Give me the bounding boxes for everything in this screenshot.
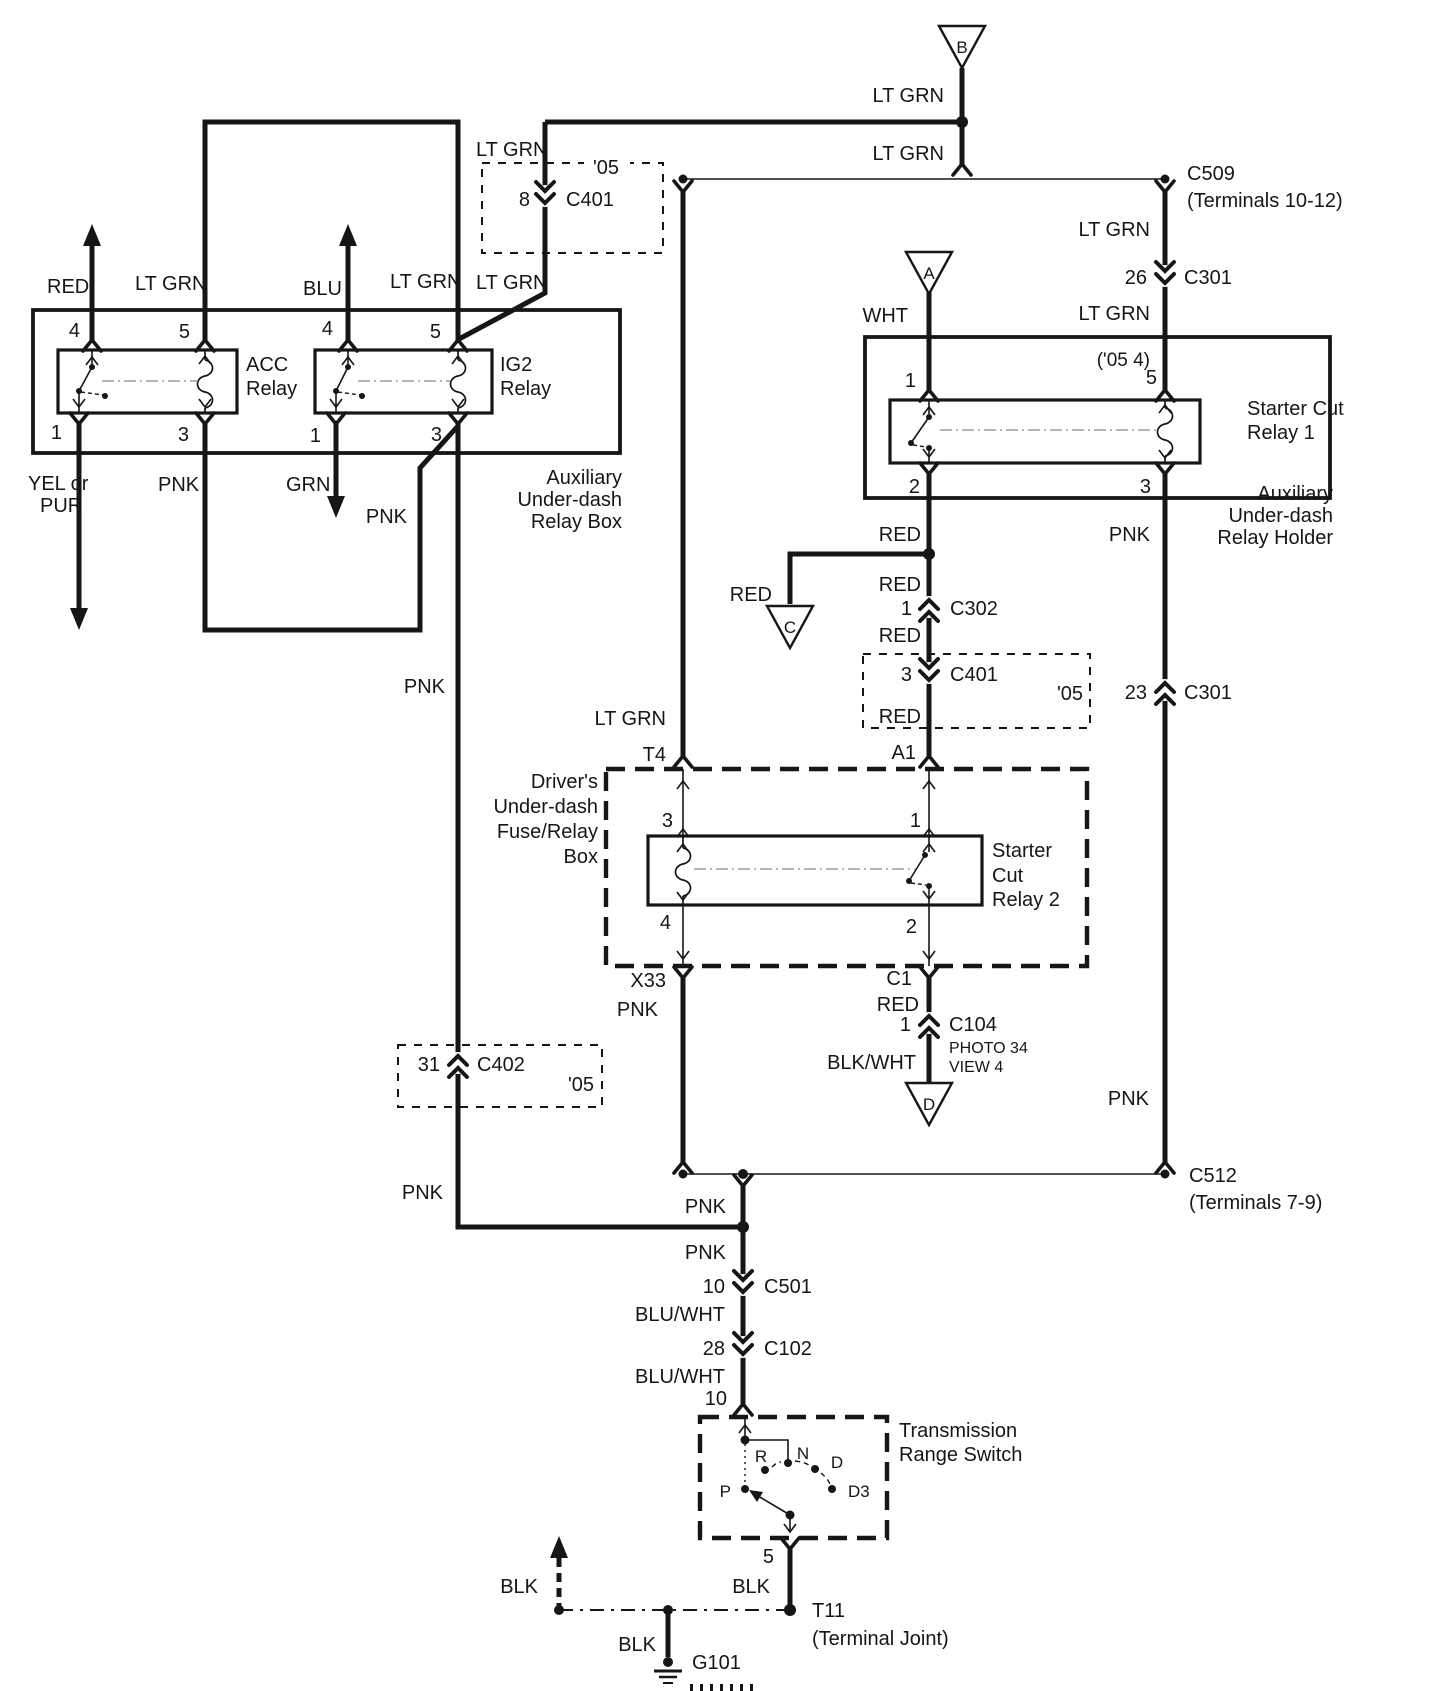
ref-letter-a: A [923,264,935,283]
wire-label-ltgrn-c509: LT GRN [1078,219,1150,241]
wire-label-red-c1: RED [876,994,919,1016]
connector-symbol-c402-31 [447,1052,469,1077]
cut-off-text-fragment [690,1684,753,1691]
relay2-coil [676,836,691,905]
relay1-label-1: Starter Cut [1247,398,1344,420]
selector-arm-arrowhead [749,1490,763,1502]
right-pnk-column [1108,474,1232,1173]
trs-outline [700,1417,887,1538]
ground-symbol-g101 [654,1657,682,1683]
arrow-grn [327,496,345,518]
connector-label-c501: C501 [764,1276,812,1298]
wire-label-wht: WHT [862,305,908,327]
wire-label-blkwht: BLK/WHT [827,1052,916,1074]
drivers-box-label-3: Fuse/Relay [496,821,598,843]
connector-symbol-c301-23 [1154,679,1176,704]
drivers-box-label-1: Driver's [530,771,598,793]
wire-label-ltgrn-acc: LT GRN [135,273,207,295]
wire-label-pnk-c501: PNK [684,1242,726,1264]
wire-label-ltgrn-c401-above: LT GRN [476,139,548,161]
pin-label-23: 23 [1124,682,1147,704]
connector-symbol-c401-8 [534,182,556,207]
wire-label-pnk-x33: PNK [616,999,658,1021]
acc-relay-coil [198,350,213,413]
starter-cut-relay1-outline [890,400,1200,463]
wire-label-red-acc: RED [47,276,90,298]
year-label-05-4: ('05 4) [1096,350,1150,371]
relay1-switch [908,400,935,463]
wire-label-pnk-relay1: PNK [1108,524,1150,546]
wire-label-bluwht-1: BLU/WHT [635,1304,725,1326]
aux-box-label-2: Under-dash [517,489,622,511]
wire-label-yel-or: YEL or [28,473,89,495]
pin-label-10-trs: 10 [704,1388,727,1410]
contact-d [811,1465,819,1473]
wire-label-pur: PUR [40,495,83,517]
connector-label-c402: C402 [477,1054,525,1076]
lower-wire-chain [635,1175,812,1415]
ref-letter-d: D [922,1095,936,1114]
gear-label-d3: D3 [848,1482,870,1501]
c512-bus [679,1165,1323,1214]
wire-label-ltgrn-t4: LT GRN [594,708,666,730]
wire-label-pnk-mid: PNK [365,506,407,528]
transmission-range-switch [700,1417,1022,1568]
trs-label-1: Transmission [899,1420,1018,1442]
red-path [730,474,1090,767]
connector-symbol-c102-28 [732,1333,754,1358]
arrow-blk-branch [550,1536,568,1558]
acc-relay-label-1: ACC [246,354,289,376]
wire-label-pnk-right: PNK [1107,1088,1149,1110]
wire-label-pnk-below-box: PNK [403,676,445,698]
pin-label-1-c302: 1 [900,598,912,620]
connector-label-c104: C104 [949,1014,997,1036]
pin-acc-4: 4 [68,320,80,342]
ig2-relay-label-1: IG2 [500,354,533,376]
contact-p [741,1485,749,1493]
connector-label-c401-mid: C401 [950,664,998,686]
pin-label-31: 31 [417,1054,440,1076]
wire-label-red-1: RED [878,524,921,546]
ground-chain [500,1536,949,1691]
pin-relay1-3: 3 [1139,476,1151,498]
pin-label-5-trs: 5 [762,1546,774,1568]
x33-pnk-wire [617,978,692,1173]
connector-symbol-c302-1 [918,596,940,621]
ref-letter-c: C [783,618,797,637]
acc-relay-label-2: Relay [246,378,298,400]
power-arrow-blu [339,224,357,246]
aux-box-label-1: Auxiliary [546,467,622,489]
year-label-05-c402: '05 [567,1074,595,1096]
wire-label-pnk-c512: PNK [684,1196,726,1218]
connector-sub-c509: (Terminals 10-12) [1187,190,1343,212]
pin-relay2-1: 1 [909,810,921,832]
connector-label-g101: G101 [692,1652,741,1674]
pin-acc-5: 5 [178,321,190,343]
pin-label-28: 28 [702,1338,725,1360]
holder-label-1: Auxiliary [1257,483,1333,505]
relay1-label-2: Relay 1 [1247,422,1315,444]
gear-label-n: N [796,1444,810,1463]
ltgrn-loop-wire [205,122,458,340]
connector-label-c301-26: C301 [1184,267,1232,289]
pin-label-3-c401: 3 [900,664,912,686]
connector-label-c509: C509 [1187,163,1235,185]
connector-label-c301-23: C301 [1184,682,1232,704]
wire-label-pnk-acc3: PNK [158,474,200,496]
connector-label-c102: C102 [764,1338,812,1360]
pin-label-1-c104: 1 [899,1014,911,1036]
pin-ig2-3: 3 [430,424,442,446]
pin-label-x33: X33 [630,970,666,992]
pin-relay2-4: 4 [659,912,671,934]
year-label-05-mid: '05 [1056,683,1084,705]
aux-under-dash-relay-holder [862,181,1344,549]
drivers-box-label-2: Under-dash [493,796,598,818]
drivers-box-label-4: Box [563,846,598,868]
wire-label-grn: GRN [286,474,331,496]
connector-symbol-c104-1 [918,1012,940,1037]
wire-label-ltgrn-b2: LT GRN [872,143,944,165]
relay2-label-1: Starter [992,840,1053,862]
contact-n [784,1459,792,1467]
ref-letter-b: B [956,38,968,57]
holder-label-2: Under-dash [1228,505,1333,527]
relay1-coil [1158,400,1173,463]
wire-label-bluwht-2: BLU/WHT [635,1366,725,1388]
contact-d3 [828,1485,836,1493]
ig2-relay-label-2: Relay [500,378,552,400]
pin-label-10-c501: 10 [702,1276,725,1298]
wire-label-blu-ig2: BLU [303,278,342,300]
connector-symbol-c301-26 [1154,262,1176,287]
c1-red-wire [827,978,1028,1125]
wire-label-blk-t11: BLK [732,1576,770,1598]
gear-label-d: D [830,1453,844,1472]
connector-note-view4: VIEW 4 [949,1059,1004,1076]
trs-label-2: Range Switch [899,1444,1023,1466]
pin-label-a1: A1 [891,742,916,764]
wire-label-red-3: RED [878,625,921,647]
relay2-label-3: Relay 2 [992,889,1060,911]
gear-label-r: R [754,1447,768,1466]
wire-label-ltgrn-c401-below: LT GRN [476,272,548,294]
connector-symbol-c401-3 [918,659,940,684]
connector-label-c302: C302 [950,598,998,620]
wire-label-red-2: RED [878,574,921,596]
wire-label-red-c: RED [729,584,772,606]
contact-r [761,1466,769,1474]
wire-label-blk-left: BLK [500,1576,538,1598]
pin-relay1-1: 1 [904,370,916,392]
wire-label-ltgrn-b1: LT GRN [872,85,944,107]
gear-label-p: P [719,1482,731,1501]
connector-label-t11: T11 [812,1600,845,1622]
wire-label-blk-ground: BLK [618,1634,656,1656]
pin-label-c1: C1 [886,968,912,990]
pin-relay1-2: 2 [908,476,920,498]
pin-label-26: 26 [1124,267,1147,289]
aux-box-label-3: Relay Box [530,511,622,533]
pin-ig2-5: 5 [429,321,441,343]
pin-label-t4: T4 [642,744,666,766]
relay2-switch [906,836,935,905]
connector-sub-c512: (Terminals 7-9) [1189,1192,1323,1214]
year-label-05-top: '05 [592,157,620,179]
connector-label-c512: C512 [1189,1165,1237,1187]
connector-label-c401-top: C401 [566,189,614,211]
pin-relay2-3: 3 [661,810,673,832]
connector-sub-t11: (Terminal Joint) [812,1628,949,1650]
ig2-relay-coil [451,350,466,413]
wire-label-red-4: RED [878,706,921,728]
relay2-label-2: Cut [992,865,1024,887]
wire-label-ltgrn-ig2: LT GRN [390,271,462,293]
pin-relay1-5: 5 [1145,367,1157,389]
pin-ig2-1: 1 [309,425,321,447]
holder-label-3: Relay Holder [1217,527,1333,549]
b-feed-section [459,26,1343,339]
pin-relay2-2: 2 [905,916,917,938]
wire-label-ltgrn-relay1: LT GRN [1078,303,1150,325]
connector-symbol-c501-10 [732,1271,754,1296]
pin-ig2-4: 4 [321,318,333,340]
terminal [953,164,971,175]
wire-label-pnk-lower: PNK [401,1182,443,1204]
power-arrow-red [83,224,101,246]
pin-acc-1: 1 [50,422,62,444]
aux-under-dash-relay-box [28,122,622,698]
pin-acc-3: 3 [177,424,189,446]
arrow-yel-pur [70,608,88,630]
pin-label-8: 8 [518,189,530,211]
connector-note-photo34: PHOTO 34 [949,1040,1028,1057]
